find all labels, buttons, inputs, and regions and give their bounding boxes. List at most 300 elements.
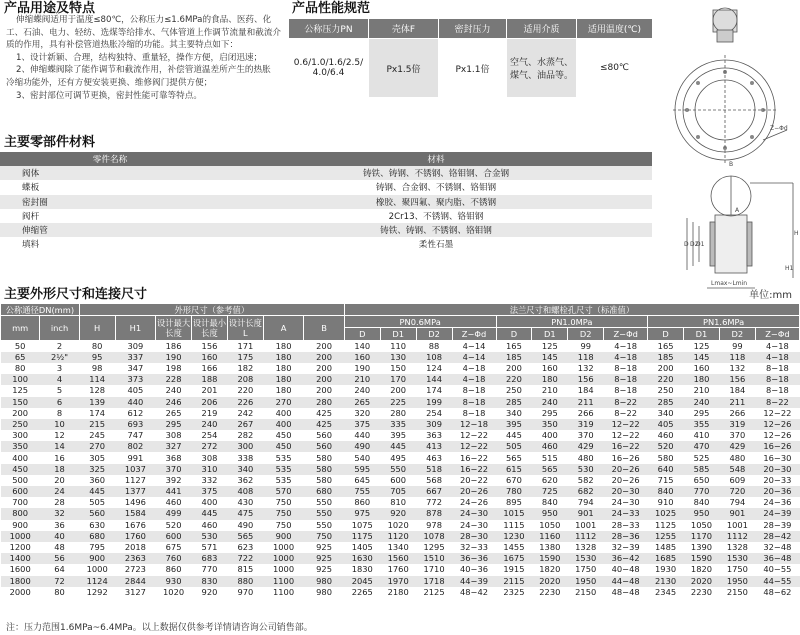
- table-cell: 32−48: [763, 542, 792, 553]
- table-cell: 750: [304, 531, 345, 542]
- table-cell: 160: [192, 352, 228, 363]
- table-cell: 620: [541, 474, 558, 485]
- table-cell: 10: [40, 419, 79, 430]
- table-cell: 44−55: [755, 576, 799, 587]
- table-cell: 266: [577, 407, 594, 418]
- table-cell: 8−18: [755, 374, 799, 385]
- table-cell: 24−30: [452, 508, 496, 519]
- table-cell: 930: [156, 576, 192, 587]
- table-cell: 530: [192, 531, 228, 542]
- table-cell: 108: [416, 352, 452, 363]
- table-cell: 460: [657, 430, 674, 441]
- table-cell: 2230: [690, 586, 713, 597]
- table-cell: 228: [156, 374, 192, 385]
- table-cell: 8−22: [604, 397, 648, 408]
- table-cell: 8−18: [614, 385, 638, 396]
- table-cell: 2018: [124, 542, 146, 553]
- perf-title: 产品性能规范: [292, 1, 371, 16]
- table-cell: 1830: [351, 564, 373, 575]
- table-cell: 139: [79, 397, 115, 408]
- table-cell: 4−18: [462, 363, 486, 374]
- mm-header: mm: [1, 316, 40, 340]
- table-cell: 95: [79, 352, 115, 363]
- table-cell: 2265: [351, 586, 373, 597]
- table-cell: 800: [1, 508, 40, 519]
- table-cell: 2125: [423, 586, 445, 597]
- unit-label: 单位:mm: [749, 290, 792, 301]
- table-cell: 350: [1, 441, 40, 452]
- table-cell: 747: [127, 430, 144, 441]
- table-cell: 24−30: [611, 497, 640, 508]
- table-cell: 160: [541, 363, 558, 374]
- table-cell: 445: [79, 486, 115, 497]
- table-cell: 429: [568, 441, 604, 452]
- table-cell: 980: [304, 576, 345, 587]
- table-cell: 450: [1, 464, 40, 475]
- table-cell: 1050: [539, 519, 561, 530]
- table-cell: 182: [237, 363, 254, 374]
- table-cell: 4−18: [766, 340, 789, 351]
- perf-header: 壳体F: [369, 19, 439, 39]
- table-cell: 795: [89, 542, 106, 553]
- table-cell: 568: [426, 474, 442, 485]
- table-cell: 920: [380, 508, 416, 519]
- intro-line: 3、密封部位可调节更换，密封性能可靠等特点。: [16, 90, 202, 101]
- table-cell: 12−22: [452, 441, 496, 452]
- table-cell: 460: [165, 497, 182, 508]
- table-row: [1, 397, 800, 408]
- sub-header: D1: [380, 328, 416, 340]
- table-cell: 725: [532, 486, 568, 497]
- table-cell: 20−26: [611, 474, 640, 485]
- table-cell: 4−18: [452, 374, 496, 385]
- table-cell: 840: [541, 497, 558, 508]
- table-cell: 50: [14, 340, 26, 351]
- table-cell: 1124: [79, 576, 115, 587]
- table-cell: 1127: [124, 474, 146, 485]
- table-cell: 1496: [124, 497, 146, 508]
- table-cell: 308: [165, 430, 182, 441]
- intro-line: 1、设计新颖、合理，结构独特、重量轻，操作方便，启闭迅速；: [16, 52, 263, 63]
- table-cell: 515: [541, 452, 558, 463]
- table-cell: 970: [237, 586, 254, 597]
- table-cell: 4−14: [452, 352, 496, 363]
- table-cell: 925: [316, 564, 332, 575]
- table-cell: 24: [40, 486, 79, 497]
- table-cell: 535: [275, 474, 292, 485]
- table-cell: 1050: [690, 519, 713, 530]
- materials-header: 零件名称: [0, 152, 220, 166]
- table-cell: 8−18: [462, 407, 486, 418]
- table-cell: 24−39: [755, 508, 799, 519]
- table-cell: 802: [115, 441, 156, 452]
- outline-header: 外形尺寸（参考值）: [79, 304, 344, 316]
- table-cell: 560: [79, 508, 115, 519]
- table-cell: 88: [428, 340, 440, 351]
- table-cell: 1037: [115, 464, 156, 475]
- table-row: [1, 340, 800, 352]
- table-cell: 440: [115, 397, 156, 408]
- part-name: 阀体: [0, 166, 220, 180]
- table-cell: 98: [91, 363, 103, 374]
- table-cell: 370: [156, 464, 192, 475]
- table-cell: 165: [657, 340, 674, 351]
- table-cell: 4−18: [755, 352, 799, 363]
- table-cell: 1600: [9, 564, 31, 575]
- inch-header: inch: [40, 316, 79, 340]
- table-cell: 375: [192, 486, 228, 497]
- table-cell: 190: [156, 352, 192, 363]
- table-cell: 36−42: [604, 553, 648, 564]
- table-cell: 1001: [726, 519, 748, 530]
- table-cell: 499: [156, 508, 192, 519]
- table-cell: 12−22: [611, 430, 640, 441]
- table-cell: 840: [693, 497, 710, 508]
- table-row: [1, 430, 800, 441]
- table-cell: 400: [263, 419, 304, 430]
- table-cell: 20: [54, 474, 65, 485]
- table-cell: 2345: [655, 586, 677, 597]
- table-cell: 840: [648, 486, 684, 497]
- table-cell: 950: [684, 508, 720, 519]
- table-cell: 156: [201, 340, 218, 351]
- table-cell: 206: [192, 397, 228, 408]
- table-cell: 150: [390, 363, 407, 374]
- table-cell: 1405: [351, 542, 373, 553]
- table-cell: 308: [201, 452, 218, 463]
- table-cell: 2150: [726, 586, 748, 597]
- table-cell: 20−30: [755, 464, 799, 475]
- table-cell: 200: [316, 340, 332, 351]
- table-cell: 901: [568, 508, 604, 519]
- table-cell: 250: [1, 419, 40, 430]
- table-cell: 180: [275, 340, 292, 351]
- table-cell: 285: [496, 397, 532, 408]
- table-cell: 1760: [115, 531, 156, 542]
- table-cell: 683: [192, 553, 228, 564]
- table-row: [1, 508, 800, 519]
- table-cell: 28−33: [611, 519, 640, 530]
- table-cell: 184: [729, 385, 746, 396]
- table-cell: 368: [165, 452, 182, 463]
- table-cell: 198: [165, 363, 182, 374]
- table-cell: 794: [577, 497, 594, 508]
- intro-line: 工、石油、电力、轻纺、选煤等给排水、气体管道上作调节流量和截流介: [6, 27, 282, 38]
- table-cell: 282: [237, 430, 254, 441]
- table-cell: 1530: [719, 553, 755, 564]
- table-cell: 580: [316, 474, 332, 485]
- table-cell: 175: [227, 352, 263, 363]
- table-cell: 20−30: [604, 486, 648, 497]
- table-cell: 505: [89, 497, 106, 508]
- table-cell: 320: [354, 407, 371, 418]
- sub-header: D: [496, 328, 532, 340]
- table-cell: 429: [719, 441, 755, 452]
- table-row: [1, 587, 800, 598]
- table-cell: 16−26: [755, 441, 799, 452]
- table-cell: 347: [127, 363, 144, 374]
- table-cell: 226: [227, 397, 263, 408]
- table-cell: 363: [426, 430, 442, 441]
- table-cell: 210: [541, 385, 558, 396]
- table-cell: 270: [79, 441, 115, 452]
- table-cell: 180: [275, 363, 292, 374]
- table-cell: 12−22: [763, 407, 792, 418]
- table-cell: 1255: [648, 531, 684, 542]
- table-cell: 880: [227, 576, 263, 587]
- table-cell: 360: [89, 474, 106, 485]
- table-cell: 100: [1, 374, 40, 385]
- intro-line: 伸缩蝶阀适用于温度≤80℃，公称压力≤1.6MPa的食品、医药、化: [16, 15, 272, 25]
- materials-header: 材料: [220, 152, 652, 166]
- part-material: 铸钢、合金钢、不锈钢、铬钼钢: [375, 183, 497, 194]
- table-cell: 28−42: [755, 531, 799, 542]
- table-cell: 4: [40, 374, 79, 385]
- table-cell: 480: [729, 452, 746, 463]
- table-cell: 495: [390, 452, 407, 463]
- dims-table: [0, 303, 800, 598]
- table-cell: 675: [165, 542, 182, 553]
- table-cell: 1676: [124, 519, 146, 530]
- table-cell: 280: [304, 397, 345, 408]
- table-cell: 430: [237, 497, 254, 508]
- table-cell: 2000: [9, 586, 31, 597]
- table-cell: 1455: [503, 542, 525, 553]
- table-cell: 2723: [124, 564, 146, 575]
- table-cell: 8: [56, 407, 63, 418]
- table-cell: 295: [156, 419, 192, 430]
- table-row: [1, 542, 800, 553]
- table-row: [1, 553, 800, 564]
- len-header: 设计长度L: [227, 316, 263, 340]
- table-cell: 265: [344, 397, 380, 408]
- table-cell: 340: [657, 407, 674, 418]
- table-row: [1, 441, 800, 452]
- table-cell: 310: [192, 464, 228, 475]
- table-cell: 184: [577, 385, 594, 396]
- table-cell: 36−36: [452, 553, 496, 564]
- table-cell: 20−33: [763, 474, 792, 485]
- table-cell: 1590: [532, 553, 568, 564]
- table-cell: 240: [684, 397, 720, 408]
- max-len-header: 设计最大长度: [156, 316, 192, 340]
- table-cell: 8−18: [604, 374, 648, 385]
- a-header: A: [263, 316, 304, 340]
- table-row: [1, 531, 800, 542]
- table-cell: 20−26: [452, 486, 496, 497]
- table-cell: 3127: [124, 586, 146, 597]
- table-cell: 280: [390, 407, 407, 418]
- table-cell: 1200: [9, 542, 31, 553]
- sub-header: D2: [719, 328, 755, 340]
- table-cell: 1175: [344, 531, 380, 542]
- table-cell: 36: [54, 519, 65, 530]
- table-cell: 1000: [1, 531, 40, 542]
- table-cell: 720: [719, 486, 755, 497]
- table-cell: 355: [684, 419, 720, 430]
- table-cell: 860: [354, 497, 371, 508]
- table-cell: 185: [648, 352, 684, 363]
- table-row: [1, 352, 800, 363]
- table-cell: 200: [390, 385, 407, 396]
- table-cell: 460: [532, 441, 568, 452]
- table-cell: 250: [506, 385, 522, 396]
- table-cell: 200: [304, 374, 345, 385]
- table-cell: 180: [684, 374, 720, 385]
- table-cell: 40: [40, 531, 79, 542]
- table-cell: 125: [693, 340, 710, 351]
- table-cell: 1000: [273, 542, 295, 553]
- table-cell: 6: [40, 397, 79, 408]
- table-cell: 295: [541, 407, 558, 418]
- table-cell: 309: [416, 419, 452, 430]
- table-cell: 645: [354, 474, 371, 485]
- table-cell: 32−33: [459, 542, 489, 553]
- table-row: [1, 564, 800, 575]
- table-cell: 266: [729, 407, 746, 418]
- table-cell: 240: [354, 385, 371, 396]
- table-cell: 2150: [575, 586, 597, 597]
- table-cell: 12−26: [755, 419, 799, 430]
- table-row: [1, 452, 800, 463]
- drawing-label: H: [794, 230, 799, 237]
- table-cell: 20−26: [604, 464, 648, 475]
- perf-cell: 空气、水蒸气、煤气、油品等。: [507, 39, 577, 98]
- table-cell: 450: [275, 430, 292, 441]
- table-cell: 300: [227, 441, 263, 452]
- table-cell: 1000: [273, 564, 295, 575]
- table-cell: 99: [580, 340, 591, 351]
- part-material: 铸铁、铸钢、不锈钢、铬钼钢: [220, 223, 652, 237]
- table-cell: 440: [354, 430, 371, 441]
- table-cell: 1295: [423, 542, 445, 553]
- table-cell: 3: [56, 363, 63, 374]
- table-cell: 171: [237, 340, 254, 351]
- table-cell: 650: [693, 474, 710, 485]
- table-cell: 520: [648, 441, 684, 452]
- part-material: 柔性石墨: [418, 240, 454, 251]
- table-cell: 4−18: [614, 340, 638, 351]
- table-row: [1, 408, 800, 419]
- table-cell: 2180: [387, 586, 409, 597]
- table-cell: 124: [426, 363, 442, 374]
- table-cell: 571: [201, 542, 218, 553]
- table-cell: 715: [657, 474, 674, 485]
- table-cell: 44−39: [452, 576, 496, 587]
- table-cell: 560: [304, 441, 345, 452]
- table-cell: 490: [344, 441, 380, 452]
- table-cell: 337: [115, 352, 156, 363]
- table-cell: 425: [304, 419, 345, 430]
- table-cell: 1328: [575, 542, 597, 553]
- table-cell: 580: [304, 464, 345, 475]
- table-cell: 580: [316, 452, 332, 463]
- table-cell: 978: [426, 519, 442, 530]
- table-cell: 630: [89, 519, 106, 530]
- table-cell: 1685: [648, 553, 684, 564]
- table-cell: 585: [684, 464, 720, 475]
- table-cell: 810: [390, 497, 407, 508]
- table-cell: 145: [532, 352, 568, 363]
- table-cell: 535: [275, 452, 292, 463]
- table-cell: 392: [165, 474, 182, 485]
- table-cell: 200: [12, 407, 29, 418]
- table-cell: 200: [657, 363, 674, 374]
- table-cell: 1115: [503, 519, 525, 530]
- table-cell: 609: [729, 474, 746, 485]
- table-cell: 350: [532, 419, 568, 430]
- table-cell: 1750: [726, 564, 748, 575]
- table-cell: 750: [275, 519, 292, 530]
- table-cell: 445: [380, 441, 416, 452]
- table-cell: 794: [729, 497, 746, 508]
- table-cell: 667: [416, 486, 452, 497]
- table-cell: 950: [532, 508, 568, 519]
- part-name: 密封圈: [0, 195, 220, 209]
- table-cell: 12−22: [604, 419, 648, 430]
- table-cell: 4−18: [604, 352, 648, 363]
- table-cell: 8−18: [452, 397, 496, 408]
- table-cell: 65: [1, 352, 40, 363]
- table-cell: 975: [344, 508, 380, 519]
- table-cell: 20−36: [755, 486, 799, 497]
- drawing-label: Lmax~Lmin: [711, 280, 748, 287]
- drawing-label: B: [729, 161, 734, 168]
- table-cell: 405: [127, 385, 144, 396]
- table-cell: 186: [165, 340, 182, 351]
- dims-title: 主要外形尺寸和连接尺寸: [4, 287, 148, 302]
- table-cell: 570: [263, 486, 304, 497]
- table-cell: 245: [89, 430, 106, 441]
- table-cell: 72: [40, 576, 79, 587]
- table-cell: 220: [496, 374, 532, 385]
- table-cell: 1970: [380, 576, 416, 587]
- table-cell: 470: [684, 441, 720, 452]
- table-cell: 128: [89, 385, 106, 396]
- table-cell: 200: [506, 363, 522, 374]
- table-cell: 335: [380, 419, 416, 430]
- table-cell: 1001: [575, 519, 597, 530]
- table-cell: 1292: [86, 586, 108, 597]
- table-cell: 445: [506, 430, 522, 441]
- table-cell: 1125: [655, 519, 677, 530]
- table-cell: 1328: [726, 542, 748, 553]
- table-cell: 925: [316, 542, 332, 553]
- table-cell: 265: [165, 407, 182, 418]
- table-cell: 285: [648, 397, 684, 408]
- table-cell: 165: [506, 340, 522, 351]
- table-cell: 114: [79, 374, 115, 385]
- table-cell: 612: [127, 407, 144, 418]
- table-cell: 2020: [684, 576, 720, 587]
- table-cell: 125: [541, 340, 558, 351]
- table-cell: 40−55: [763, 564, 792, 575]
- table-cell: 270: [263, 397, 304, 408]
- dn-header: 公称通径DN(mm): [1, 304, 80, 316]
- table-cell: 362: [237, 474, 254, 485]
- table-row: [1, 419, 800, 430]
- table-cell: 140: [354, 340, 371, 351]
- table-cell: 722: [227, 553, 263, 564]
- table-cell: 1760: [387, 564, 409, 575]
- table-cell: 319: [719, 419, 755, 430]
- table-cell: 1510: [416, 553, 452, 564]
- table-cell: 410: [693, 430, 710, 441]
- intro-line: 冷缩功能外，还有方便安装更换、维修阀门提供方便；: [6, 77, 213, 88]
- table-cell: 180: [532, 374, 568, 385]
- table-cell: 550: [316, 519, 332, 530]
- table-cell: 680: [79, 531, 115, 542]
